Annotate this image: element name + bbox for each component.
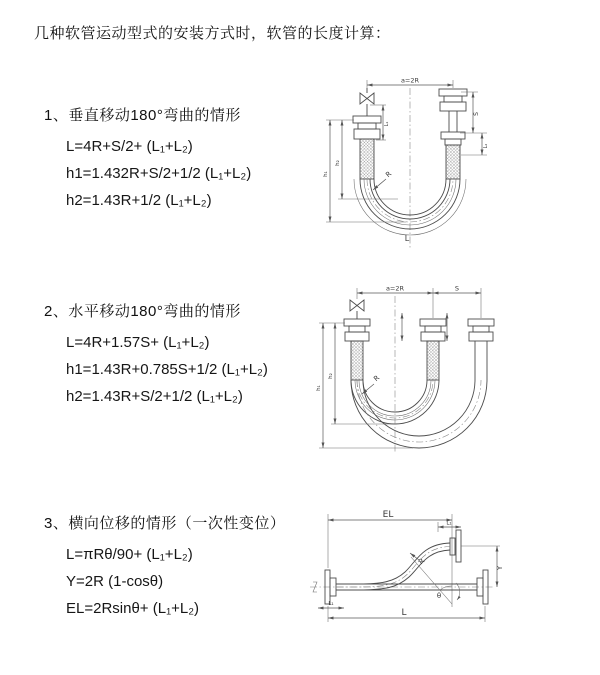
dim-el bbox=[328, 510, 452, 607]
dim-label-a2r: a=2R bbox=[385, 284, 405, 293]
dim-y bbox=[461, 546, 504, 587]
formula-length: L=4R+1.57S+ (L₁+L₂) bbox=[66, 334, 210, 351]
upper-flange bbox=[450, 530, 461, 562]
formula-h1: h1=1.432R+S/2+1/2 (L₁+L₂) bbox=[66, 165, 252, 182]
section-2 bbox=[44, 300, 268, 410]
section-1-heading: 1、垂直移动180°弯曲的情形 bbox=[44, 107, 241, 124]
dim-label-l1: L₁ bbox=[384, 121, 390, 127]
left-hose-fitting bbox=[344, 319, 370, 380]
dim-l1-left bbox=[318, 601, 344, 608]
radius-callout bbox=[373, 170, 393, 190]
dim-label-h2: h₂ bbox=[328, 373, 334, 379]
formula-length: L=πRθ/90+ (L₁+L₂) bbox=[66, 546, 193, 563]
dim-label-l: L bbox=[401, 608, 407, 618]
dim-label-l2: L₂ bbox=[483, 143, 489, 149]
diagram-lateral-displacement bbox=[298, 500, 600, 660]
radius-label: R bbox=[384, 169, 394, 180]
formula-y: Y=2R (1-cosθ) bbox=[66, 573, 164, 590]
section-1 bbox=[44, 104, 251, 214]
section-3-heading: 3、横向位移的情形（一次性变位） bbox=[44, 515, 286, 532]
braided-hose-left bbox=[351, 341, 363, 380]
braided-hose-left bbox=[360, 139, 374, 179]
fitting-length-ticks bbox=[402, 313, 447, 341]
shifted-hose-fitting bbox=[468, 319, 494, 380]
dim-label-a2r: a=2R bbox=[400, 76, 420, 85]
middle-hose-fitting bbox=[420, 319, 446, 380]
dim-label-s: S bbox=[454, 284, 460, 293]
dim-label-l1-top: L₁ bbox=[446, 520, 452, 527]
length-label: L bbox=[404, 234, 410, 243]
dim-label-el: EL bbox=[382, 510, 394, 520]
dim-label-l1-left: L₁ bbox=[328, 601, 334, 607]
dim-l bbox=[328, 606, 485, 622]
dim-h1 bbox=[316, 323, 413, 448]
section-2-heading: 2、水平移动180°弯曲的情形 bbox=[44, 303, 241, 320]
formula-h2: h2=1.43R+S/2+1/2 (L₁+L₂) bbox=[66, 388, 243, 405]
dim-label-h1: h₁ bbox=[323, 171, 329, 177]
section-3 bbox=[44, 512, 285, 622]
diagram-vertical-180-bend bbox=[310, 72, 600, 252]
dim-label-s: S bbox=[473, 112, 480, 116]
right-hose-fitting bbox=[439, 89, 467, 179]
dim-a-2r bbox=[357, 285, 481, 319]
formula-el: EL=2Rsinθ+ (L₁+L₂) bbox=[66, 600, 200, 617]
dim-s bbox=[460, 92, 489, 155]
left-hose-fitting bbox=[353, 116, 381, 179]
formula-length: L=4R+S/2+ (L₁+L₂) bbox=[66, 138, 193, 155]
radius-label: R bbox=[417, 556, 427, 567]
dim-label-h1: h₁ bbox=[316, 385, 322, 391]
valve-icon bbox=[360, 88, 374, 116]
diagram-horizontal-180-bend bbox=[308, 280, 600, 458]
dim-label-y: Y bbox=[496, 565, 504, 571]
u-bend-arcs-shifted bbox=[351, 380, 487, 448]
formula-h1: h1=1.43R+0.785S+1/2 (L₁+L₂) bbox=[66, 361, 268, 378]
braided-hose-right bbox=[446, 145, 460, 179]
braided-hose-middle bbox=[427, 341, 439, 380]
hose-displaced bbox=[336, 543, 450, 590]
formula-h2: h2=1.43R+1/2 (L₁+L₂) bbox=[66, 192, 212, 209]
theta-label: θ bbox=[436, 592, 442, 600]
dim-label-h2: h₂ bbox=[335, 160, 341, 166]
valve-icon bbox=[350, 300, 364, 319]
page-title: 几种软管运动型式的安装方式时，软管的长度计算： bbox=[34, 25, 391, 42]
angle-construction bbox=[411, 557, 460, 604]
radius-label: R bbox=[372, 373, 382, 384]
